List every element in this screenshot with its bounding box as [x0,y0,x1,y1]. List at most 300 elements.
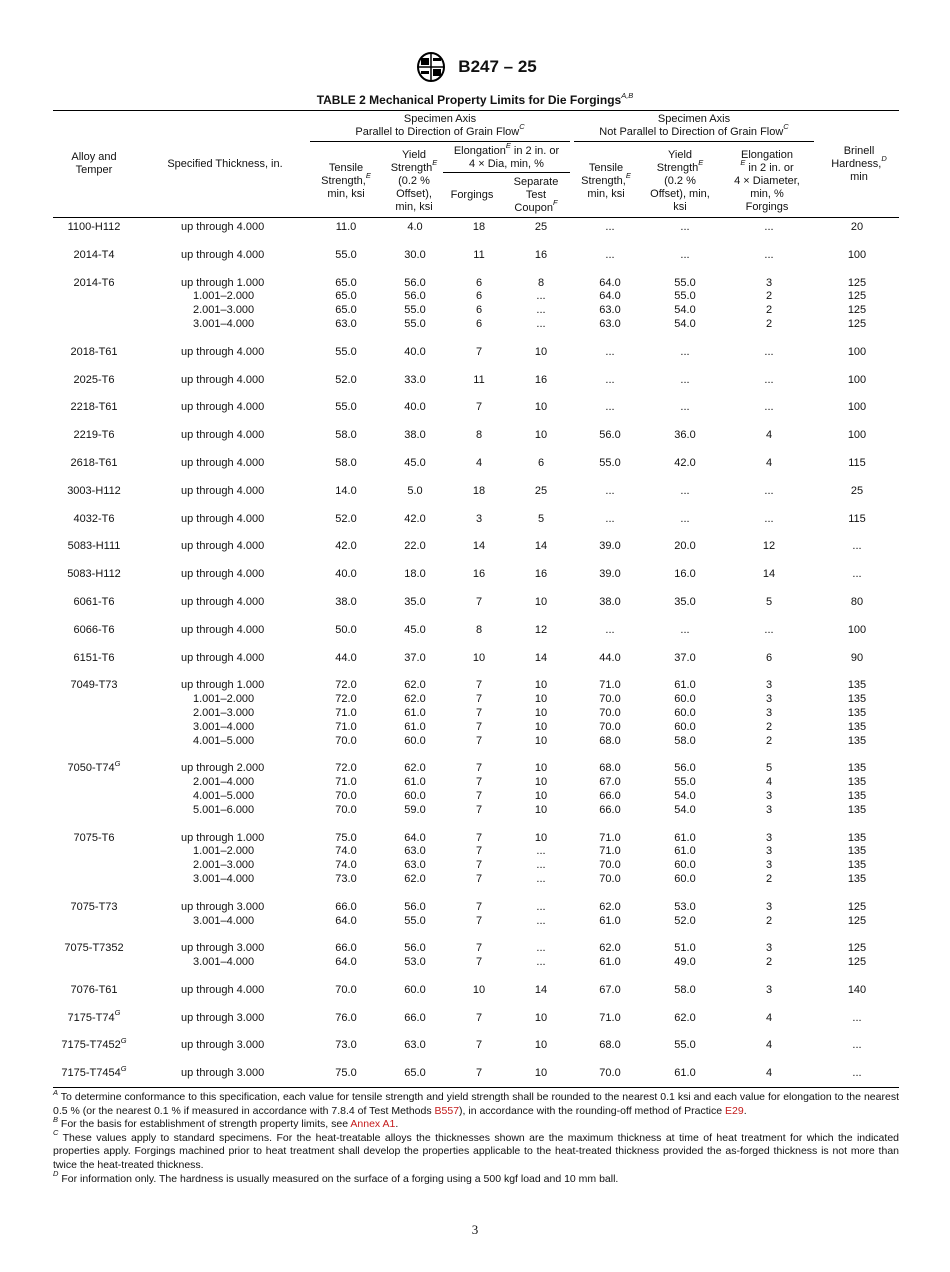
np-elong-cell: 3 [765,803,773,816]
table-row [53,873,899,887]
alloy-cell [53,776,135,790]
thickness-cell: up through 4.000 [181,456,265,469]
elong-forgings-cell: 7 [475,900,483,913]
alloy-cell: 7049-T73 [70,679,118,692]
brinell-cell: 115 [848,512,866,525]
elong-forgings-cell: 16 [472,568,486,581]
thickness-cell: up through 3.000 [181,1039,265,1052]
elong-coupon-cell: 10 [534,345,548,358]
group-spacer [53,998,899,1012]
tensile-cell: 66.0 [335,900,357,913]
yield-cell: 55.0 [404,914,426,927]
parallel-group-rule [310,141,570,142]
yield-cell: 56.0 [404,942,426,955]
header-brinell: Brinell Hardness,$^D$ min [831,145,887,183]
table-top-rule [53,110,899,111]
thickness-cell: 3.001–4.000 [193,317,255,330]
np-yield-cell: 20.0 [674,540,696,553]
np-elong-cell: 4 [765,1039,773,1052]
np-elong-cell: 14 [762,568,776,581]
footnotes [53,1087,899,1186]
brinell-cell: 100 [847,429,867,442]
table-row [53,568,899,582]
np-elong-cell: 2 [765,956,773,969]
elong-coupon-cell: 10 [534,1067,548,1080]
np-tensile-cell: 39.0 [599,540,621,553]
table-row [53,290,899,304]
np-yield-cell: 60.0 [674,720,696,733]
np-tensile-cell: 70.0 [599,706,621,719]
alloy-cell [53,915,135,929]
np-yield-cell: ... [680,401,690,414]
np-tensile-cell: 68.0 [599,1039,621,1052]
np-yield-cell: 42.0 [674,456,696,469]
table-row [53,374,899,388]
np-yield-cell: ... [680,484,690,497]
alloy-cell [53,845,135,859]
np-tensile-cell: 56.0 [599,429,621,442]
header-tensile: Tensile Strength,$^E$ min, ksi [321,162,371,200]
np-yield-cell: 51.0 [674,942,696,955]
np-elong-cell: 3 [765,789,773,802]
tensile-cell: 58.0 [335,429,357,442]
yield-cell: 40.0 [404,401,426,414]
alloy-cell: 7075-T73 [70,900,118,913]
tensile-cell: 74.0 [335,859,357,872]
yield-cell: 60.0 [404,789,426,802]
np-yield-cell: 55.0 [674,1039,696,1052]
np-tensile-cell: 68.0 [599,762,621,775]
table-row [53,221,899,235]
elong-coupon-cell: 14 [534,540,548,553]
header-parallel-group: Specimen Axis Parallel to Direction of Grain Flow$^C$ [355,113,525,138]
np-yield-cell: ... [680,345,690,358]
np-elong-cell: 3 [765,983,773,996]
thickness-cell: 4.001–5.000 [193,789,255,802]
yield-cell: 59.0 [404,803,426,816]
yield-cell: 4.0 [407,221,423,233]
np-yield-cell: 54.0 [674,803,696,816]
alloy-cell: 2025-T6 [73,373,115,386]
np-elong-cell: 2 [765,290,773,303]
np-elong-cell: 3 [765,679,773,692]
elong-forgings-cell: 11 [473,373,485,386]
np-tensile-cell: 66.0 [599,803,621,816]
tensile-cell: 72.0 [335,762,357,775]
np-elong-cell: ... [764,221,774,233]
brinell-cell: ... [852,1067,862,1080]
np-tensile-cell: 67.0 [599,776,621,789]
group-spacer [53,928,899,942]
np-tensile-cell: 70.0 [599,859,621,872]
thickness-cell: 5.001–6.000 [193,803,255,816]
document-id: B247 – 25 [458,57,537,76]
table-row [53,901,899,915]
elong-forgings-cell: 7 [475,872,483,885]
elong-coupon-cell: 16 [534,373,548,386]
brinell-cell: 100 [847,373,867,386]
header-np-yield: Yield Strength$^E$ (0.2 % Offset), min, ksi [650,149,710,213]
tensile-cell: 38.0 [335,595,357,608]
np-elong-cell: 6 [765,651,773,664]
np-yield-cell: ... [680,623,690,636]
elong-coupon-cell: ... [536,872,546,885]
np-tensile-cell: ... [605,248,615,261]
yield-cell: 60.0 [404,734,426,747]
brinell-cell: 135 [847,693,867,706]
np-yield-cell: 62.0 [674,1011,696,1024]
np-elong-cell: 3 [765,859,773,872]
elong-coupon-cell: 25 [534,484,548,497]
elong-forgings-cell: 4 [475,456,483,469]
brinell-cell: 100 [847,345,867,358]
yield-cell: 61.0 [404,776,426,789]
table-title-text: TABLE 2 Mechanical Property Limits for Die Forgings [316,93,622,107]
elong-forgings-cell: 6 [475,290,483,303]
elong-forgings-cell: 11 [473,248,485,261]
np-tensile-cell: 39.0 [599,568,621,581]
np-tensile-cell: 71.0 [599,679,621,692]
tensile-cell: 44.0 [335,651,357,664]
elong-coupon-cell: 14 [534,983,548,996]
elong-forgings-cell: 7 [475,762,483,775]
alloy-cell: 2219-T6 [73,429,115,442]
brinell-cell: ... [852,540,862,553]
np-tensile-cell: 71.0 [599,845,621,858]
yield-cell: 62.0 [404,762,426,775]
np-elong-cell: 3 [765,693,773,706]
alloy-cell: 6066-T6 [73,623,115,636]
tensile-cell: 65.0 [335,304,357,317]
elongation-group-rule [443,172,570,173]
elong-coupon-cell: 10 [534,679,548,692]
table-row [53,859,899,873]
alloy-cell: $7050-T74^G$ [67,758,121,775]
alloy-cell [53,707,135,721]
elong-coupon-cell: 10 [534,429,548,442]
alloy-cell [53,790,135,804]
thickness-cell: up through 4.000 [181,540,265,553]
elong-forgings-cell: 10 [472,983,486,996]
np-elong-cell: 3 [765,845,773,858]
brinell-cell: 125 [847,290,867,303]
elong-forgings-cell: 7 [475,914,483,927]
ref-annex-a1-link[interactable]: Annex A1 [350,1118,396,1131]
np-elong-cell: 2 [765,720,773,733]
header-elongation-group: Elongation$^E$ in 2 in. or 4 × Dia, min, % [453,141,560,170]
tensile-cell: 71.0 [335,720,357,733]
table-row [53,540,899,554]
elong-coupon-cell: 16 [534,248,548,261]
footnote-b: $^B$ For the basis for establishment of strength property limits, see Annex A1. [53,1114,399,1131]
elong-coupon-cell: 10 [534,803,548,816]
brinell-cell: ... [852,568,862,581]
yield-cell: 35.0 [404,595,426,608]
tensile-cell: 64.0 [335,914,357,927]
np-tensile-cell: 63.0 [599,317,621,330]
np-elong-cell: 4 [765,776,773,789]
brinell-cell: 135 [847,789,867,802]
elong-forgings-cell: 7 [475,693,483,706]
table-row [53,804,899,818]
table-row [53,401,899,415]
group-spacer [53,332,899,346]
yield-cell: 61.0 [404,706,426,719]
yield-cell: 53.0 [404,956,426,969]
alloy-cell: $7175-T7454^G$ [61,1063,127,1080]
alloy-cell [53,956,135,970]
elong-coupon-cell: 10 [534,734,548,747]
np-tensile-cell: 64.0 [599,276,621,289]
np-yield-cell: ... [680,512,690,525]
elong-coupon-cell: 10 [534,1039,548,1052]
elong-coupon-cell: ... [536,317,546,330]
elong-coupon-cell: 14 [534,651,548,664]
elong-forgings-cell: 3 [475,512,483,525]
np-yield-cell: 54.0 [674,317,696,330]
np-elong-cell: ... [764,484,774,497]
tensile-cell: 42.0 [335,540,357,553]
yield-cell: 63.0 [404,859,426,872]
tensile-cell: 11.0 [335,221,357,233]
yield-cell: 63.0 [404,845,426,858]
table-row [53,624,899,638]
elong-coupon-cell: 10 [534,1011,548,1024]
table-row [53,277,899,291]
np-yield-cell: 58.0 [674,983,696,996]
group-spacer [53,471,899,485]
np-elong-cell: 3 [765,831,773,844]
thickness-cell: up through 4.000 [181,484,265,497]
tensile-cell: 65.0 [335,290,357,303]
alloy-cell: $7175-T74^G$ [67,1008,121,1024]
elong-coupon-cell: 10 [534,720,548,733]
group-spacer [53,582,899,596]
thickness-cell: up through 3.000 [181,900,265,913]
brinell-cell: 90 [850,651,864,664]
group-spacer [53,610,899,624]
yield-cell: 56.0 [404,900,426,913]
brinell-cell: 135 [847,776,867,789]
yield-cell: 45.0 [404,623,426,636]
table-row [53,485,899,499]
np-elong-cell: 12 [762,540,776,553]
astm-logo-icon [413,52,449,82]
table-row [53,1067,899,1081]
group-spacer [53,415,899,429]
np-elong-cell: ... [764,401,774,414]
thickness-cell: up through 4.000 [181,568,265,581]
np-elong-cell: 4 [765,1011,773,1024]
tensile-cell: 55.0 [335,401,357,414]
np-tensile-cell: 68.0 [599,734,621,747]
thickness-cell: up through 4.000 [181,373,265,386]
np-tensile-cell: ... [605,221,615,233]
thickness-cell: up through 1.000 [181,276,265,289]
alloy-cell [53,735,135,749]
np-yield-cell: 55.0 [674,290,696,303]
thickness-cell: up through 4.000 [181,512,265,525]
table-row [53,652,899,666]
brinell-cell: ... [852,1039,862,1052]
thickness-cell: up through 3.000 [181,1067,265,1080]
np-elong-cell: 2 [765,304,773,317]
tensile-cell: 70.0 [335,803,357,816]
elong-forgings-cell: 6 [475,276,483,289]
elong-coupon-cell: ... [536,942,546,955]
np-yield-cell: 37.0 [674,651,696,664]
brinell-cell: 100 [847,248,867,261]
yield-cell: 60.0 [404,983,426,996]
elong-forgings-cell: 8 [475,623,483,636]
table-row [53,346,899,360]
thickness-cell: up through 4.000 [181,623,265,636]
ref-b557-link[interactable]: B557 [434,1104,460,1117]
thickness-cell: up through 4.000 [181,429,265,442]
header-forgings: Forgings [450,189,494,201]
brinell-cell: 135 [847,859,867,872]
yield-cell: 62.0 [404,693,426,706]
np-elong-cell: 5 [765,762,773,775]
yield-cell: 62.0 [404,679,426,692]
group-spacer [53,499,899,513]
table-row [53,915,899,929]
brinell-cell: 125 [847,317,867,330]
document-header [0,52,950,82]
tensile-cell: 64.0 [335,956,357,969]
np-elong-cell: 4 [765,1067,773,1080]
elong-forgings-cell: 7 [475,706,483,719]
thickness-cell: up through 4.000 [181,401,265,414]
thickness-cell: 2.001–3.000 [193,706,255,719]
thickness-cell: 1.001–2.000 [193,693,255,706]
np-elong-cell: ... [764,623,774,636]
tensile-cell: 55.0 [335,345,357,358]
elong-coupon-cell: ... [536,304,546,317]
np-tensile-cell: ... [605,484,615,497]
thickness-cell: 4.001–5.000 [193,734,255,747]
yield-cell: 55.0 [404,317,426,330]
thickness-cell: 1.001–2.000 [193,290,255,303]
np-tensile-cell: 67.0 [599,983,621,996]
table-row [53,942,899,956]
elong-forgings-cell: 7 [475,1011,483,1024]
footnote-c: $^C$ These values apply to standard specimens. For the heat-treatable alloys the thicknesses shown are the maximum thickness at time of heat treatment for which the indicated properties apply. Forgings machined prior to heat treatment shall develop the properties applicable to the heat-treated thickness provided the as-forged thickness is not more than twice the heat-treated thickness. [53,1128,899,1171]
group-spacer [53,970,899,984]
elong-coupon-cell: ... [536,859,546,872]
tensile-cell: 52.0 [335,373,357,386]
table-row [53,762,899,776]
thickness-cell: up through 1.000 [181,679,265,692]
ref-e29-link[interactable]: E29 [725,1104,744,1117]
brinell-cell: 80 [850,595,864,608]
brinell-cell: 135 [847,845,867,858]
brinell-cell: 140 [847,983,867,996]
alloy-cell [53,304,135,318]
np-yield-cell: 52.0 [674,914,696,927]
brinell-cell: 20 [850,221,864,233]
alloy-cell: 2014-T4 [73,248,115,261]
np-yield-cell: 60.0 [674,693,696,706]
alloy-cell: 2014-T6 [73,276,115,289]
tensile-cell: 76.0 [335,1011,357,1024]
np-yield-cell: 55.0 [674,776,696,789]
thickness-cell: 3.001–4.000 [193,914,255,927]
yield-cell: 61.0 [404,720,426,733]
yield-cell: 64.0 [404,831,426,844]
tensile-cell: 71.0 [335,706,357,719]
elong-forgings-cell: 7 [475,1067,483,1080]
np-tensile-cell: ... [605,401,615,414]
table-row [53,513,899,527]
header-yield: Yield Strength$^E$ (0.2 % Offset), min, ksi [390,149,438,213]
alloy-cell: 2218-T61 [70,401,118,414]
mechanical-property-table [53,221,899,1081]
np-yield-cell: 61.0 [674,1067,696,1080]
elong-forgings-cell: 7 [475,776,483,789]
tensile-cell: 70.0 [335,734,357,747]
brinell-cell: 125 [847,276,867,289]
thickness-cell: 3.001–4.000 [193,956,255,969]
elong-forgings-cell: 7 [475,720,483,733]
np-yield-cell: 56.0 [674,762,696,775]
yield-cell: 62.0 [404,872,426,885]
alloy-cell: 7075-T7352 [64,942,124,955]
elong-forgings-cell: 10 [472,651,486,664]
np-tensile-cell: 70.0 [599,720,621,733]
brinell-cell: 125 [847,956,867,969]
header-alloy: Alloy and Temper [71,151,117,176]
elong-coupon-cell: 10 [534,831,548,844]
elong-coupon-cell: ... [536,900,546,913]
tensile-cell: 52.0 [335,512,357,525]
thickness-cell: 3.001–4.000 [193,872,255,885]
brinell-cell: 135 [847,679,867,692]
tensile-cell: 72.0 [335,693,357,706]
elong-forgings-cell: 18 [472,484,486,497]
brinell-cell: 125 [847,304,867,317]
np-tensile-cell: 55.0 [599,456,621,469]
thickness-cell: up through 1.000 [181,831,265,844]
elong-forgings-cell: 7 [475,942,483,955]
thickness-cell: up through 4.000 [181,983,265,996]
elong-coupon-cell: 10 [534,693,548,706]
elong-forgings-cell: 7 [475,845,483,858]
np-yield-cell: 60.0 [674,706,696,719]
table-row [53,845,899,859]
table-row [53,790,899,804]
elong-forgings-cell: 7 [475,679,483,692]
tensile-cell: 75.0 [335,831,357,844]
np-elong-cell: ... [764,373,774,386]
brinell-cell: 25 [850,484,864,497]
elong-forgings-cell: 6 [475,304,483,317]
table-row [53,249,899,263]
elong-coupon-cell: 16 [534,568,548,581]
group-spacer [53,235,899,249]
elong-forgings-cell: 7 [475,789,483,802]
table-row [53,735,899,749]
brinell-cell: 100 [847,401,867,414]
tensile-cell: 65.0 [335,276,357,289]
brinell-cell: 135 [847,803,867,816]
np-yield-cell: 58.0 [674,734,696,747]
thickness-cell: 3.001–4.000 [193,720,255,733]
yield-cell: 42.0 [404,512,426,525]
np-elong-cell: 2 [765,317,773,330]
table-row [53,721,899,735]
np-yield-cell: 60.0 [674,859,696,872]
